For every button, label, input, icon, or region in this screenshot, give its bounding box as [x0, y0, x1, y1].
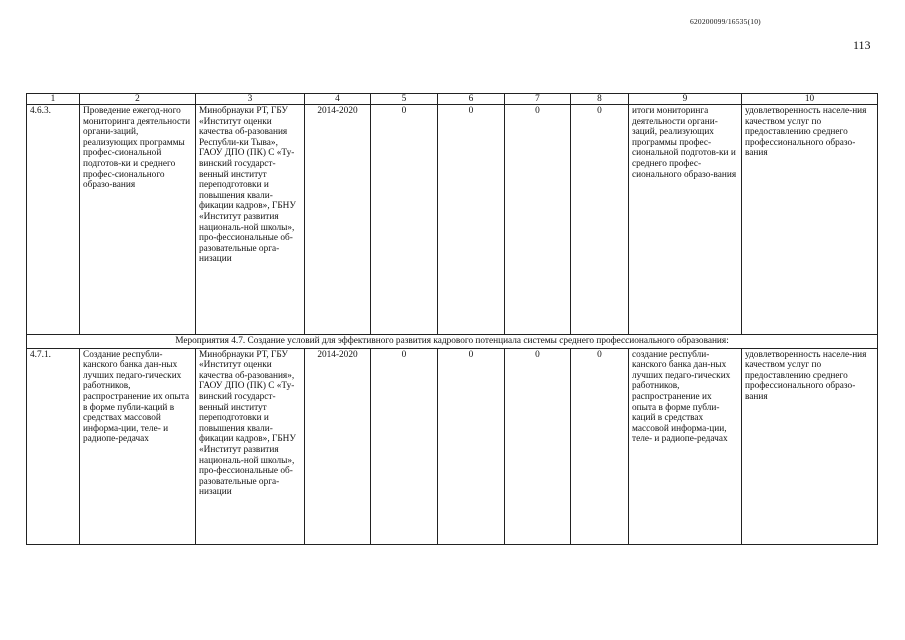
value-cell: 0: [505, 105, 571, 335]
period-cell: 2014-2020: [305, 348, 371, 544]
table-row: [27, 105, 878, 335]
row-number: 4.7.1.: [27, 348, 80, 544]
activity-cell: Создание республи-канского банка дан-ных лучших педаго-гических работников, распространение их опыта в форме публи-каций в средствах массовой информа-ции, теле- и радиопе-редачах: [80, 348, 196, 544]
column-header: 5: [371, 94, 438, 105]
value-cell: 0: [571, 105, 629, 335]
column-number-row: [27, 94, 878, 105]
row-number: 4.6.3.: [27, 105, 80, 335]
value-cell: 0: [438, 105, 505, 335]
value-cell: 0: [371, 105, 438, 335]
table-row: [27, 348, 878, 544]
value-cell: 0: [438, 348, 505, 544]
executor-cell: Минобрнауки РТ, ГБУ «Институт оценки качества об-разования Республи-ки Тыва», ГАОУ ДПО (ПК) С «Ту-винский государст-венный институт переподготовки и повышения квали-фикации кадров», ГБНУ «Институт развития националь-ной школы», про-фессиональные об-разовательные орга-низации: [196, 105, 305, 335]
column-header: 6: [438, 94, 505, 105]
column-header: 7: [505, 94, 571, 105]
value-cell: 0: [571, 348, 629, 544]
executor-cell: Минобрнауки РТ, ГБУ «Институт оценки качества об-разования», ГАОУ ДПО (ПК) С «Ту-винский государст-венный институт переподготовки и повышения квали-фикации кадров», ГБНУ «Институт развития националь-ной школы», про-фессиональные об-разовательные орга-низации: [196, 348, 305, 544]
column-header: 10: [742, 94, 878, 105]
indicator-cell: удовлетворенность населе-ния качеством услуг по предоставлению среднего профессионального образо-вания: [742, 105, 878, 335]
column-header: 8: [571, 94, 629, 105]
indicator-cell: удовлетворенность населе-ния качеством услуг по предоставлению среднего профессионального образо-вания: [742, 348, 878, 544]
column-header: 9: [629, 94, 742, 105]
section-heading-row: [27, 335, 878, 349]
column-header: 4: [305, 94, 371, 105]
program-activities-table: [26, 93, 878, 545]
section-heading: Мероприятия 4.7. Создание условий для эффективного развития кадрового потенциала системы среднего профессионального образования:: [27, 335, 878, 349]
value-cell: 0: [505, 348, 571, 544]
result-cell: итоги мониторинга деятельности органи-заций, реализующих программы профес-сиональной подготов-ки и среднего профес-сионального образо-вания: [629, 105, 742, 335]
activity-cell: Проведение ежегод-ного мониторинга деятельности органи-заций, реализующих программы профес-сиональной подготов-ки и среднего профес-сионального образо-вания: [80, 105, 196, 335]
column-header: 1: [27, 94, 80, 105]
period-cell: 2014-2020: [305, 105, 371, 335]
page-number: 113: [853, 38, 871, 52]
result-cell: создание республи-канского банка дан-ных лучших педаго-гических работников, распространение их опыта в форме публи-каций в средствах массовой информа-ции, теле- и радиопе-редачах: [629, 348, 742, 544]
document-id: 620200099/16535(10): [690, 17, 761, 26]
column-header: 3: [196, 94, 305, 105]
value-cell: 0: [371, 348, 438, 544]
column-header: 2: [80, 94, 196, 105]
